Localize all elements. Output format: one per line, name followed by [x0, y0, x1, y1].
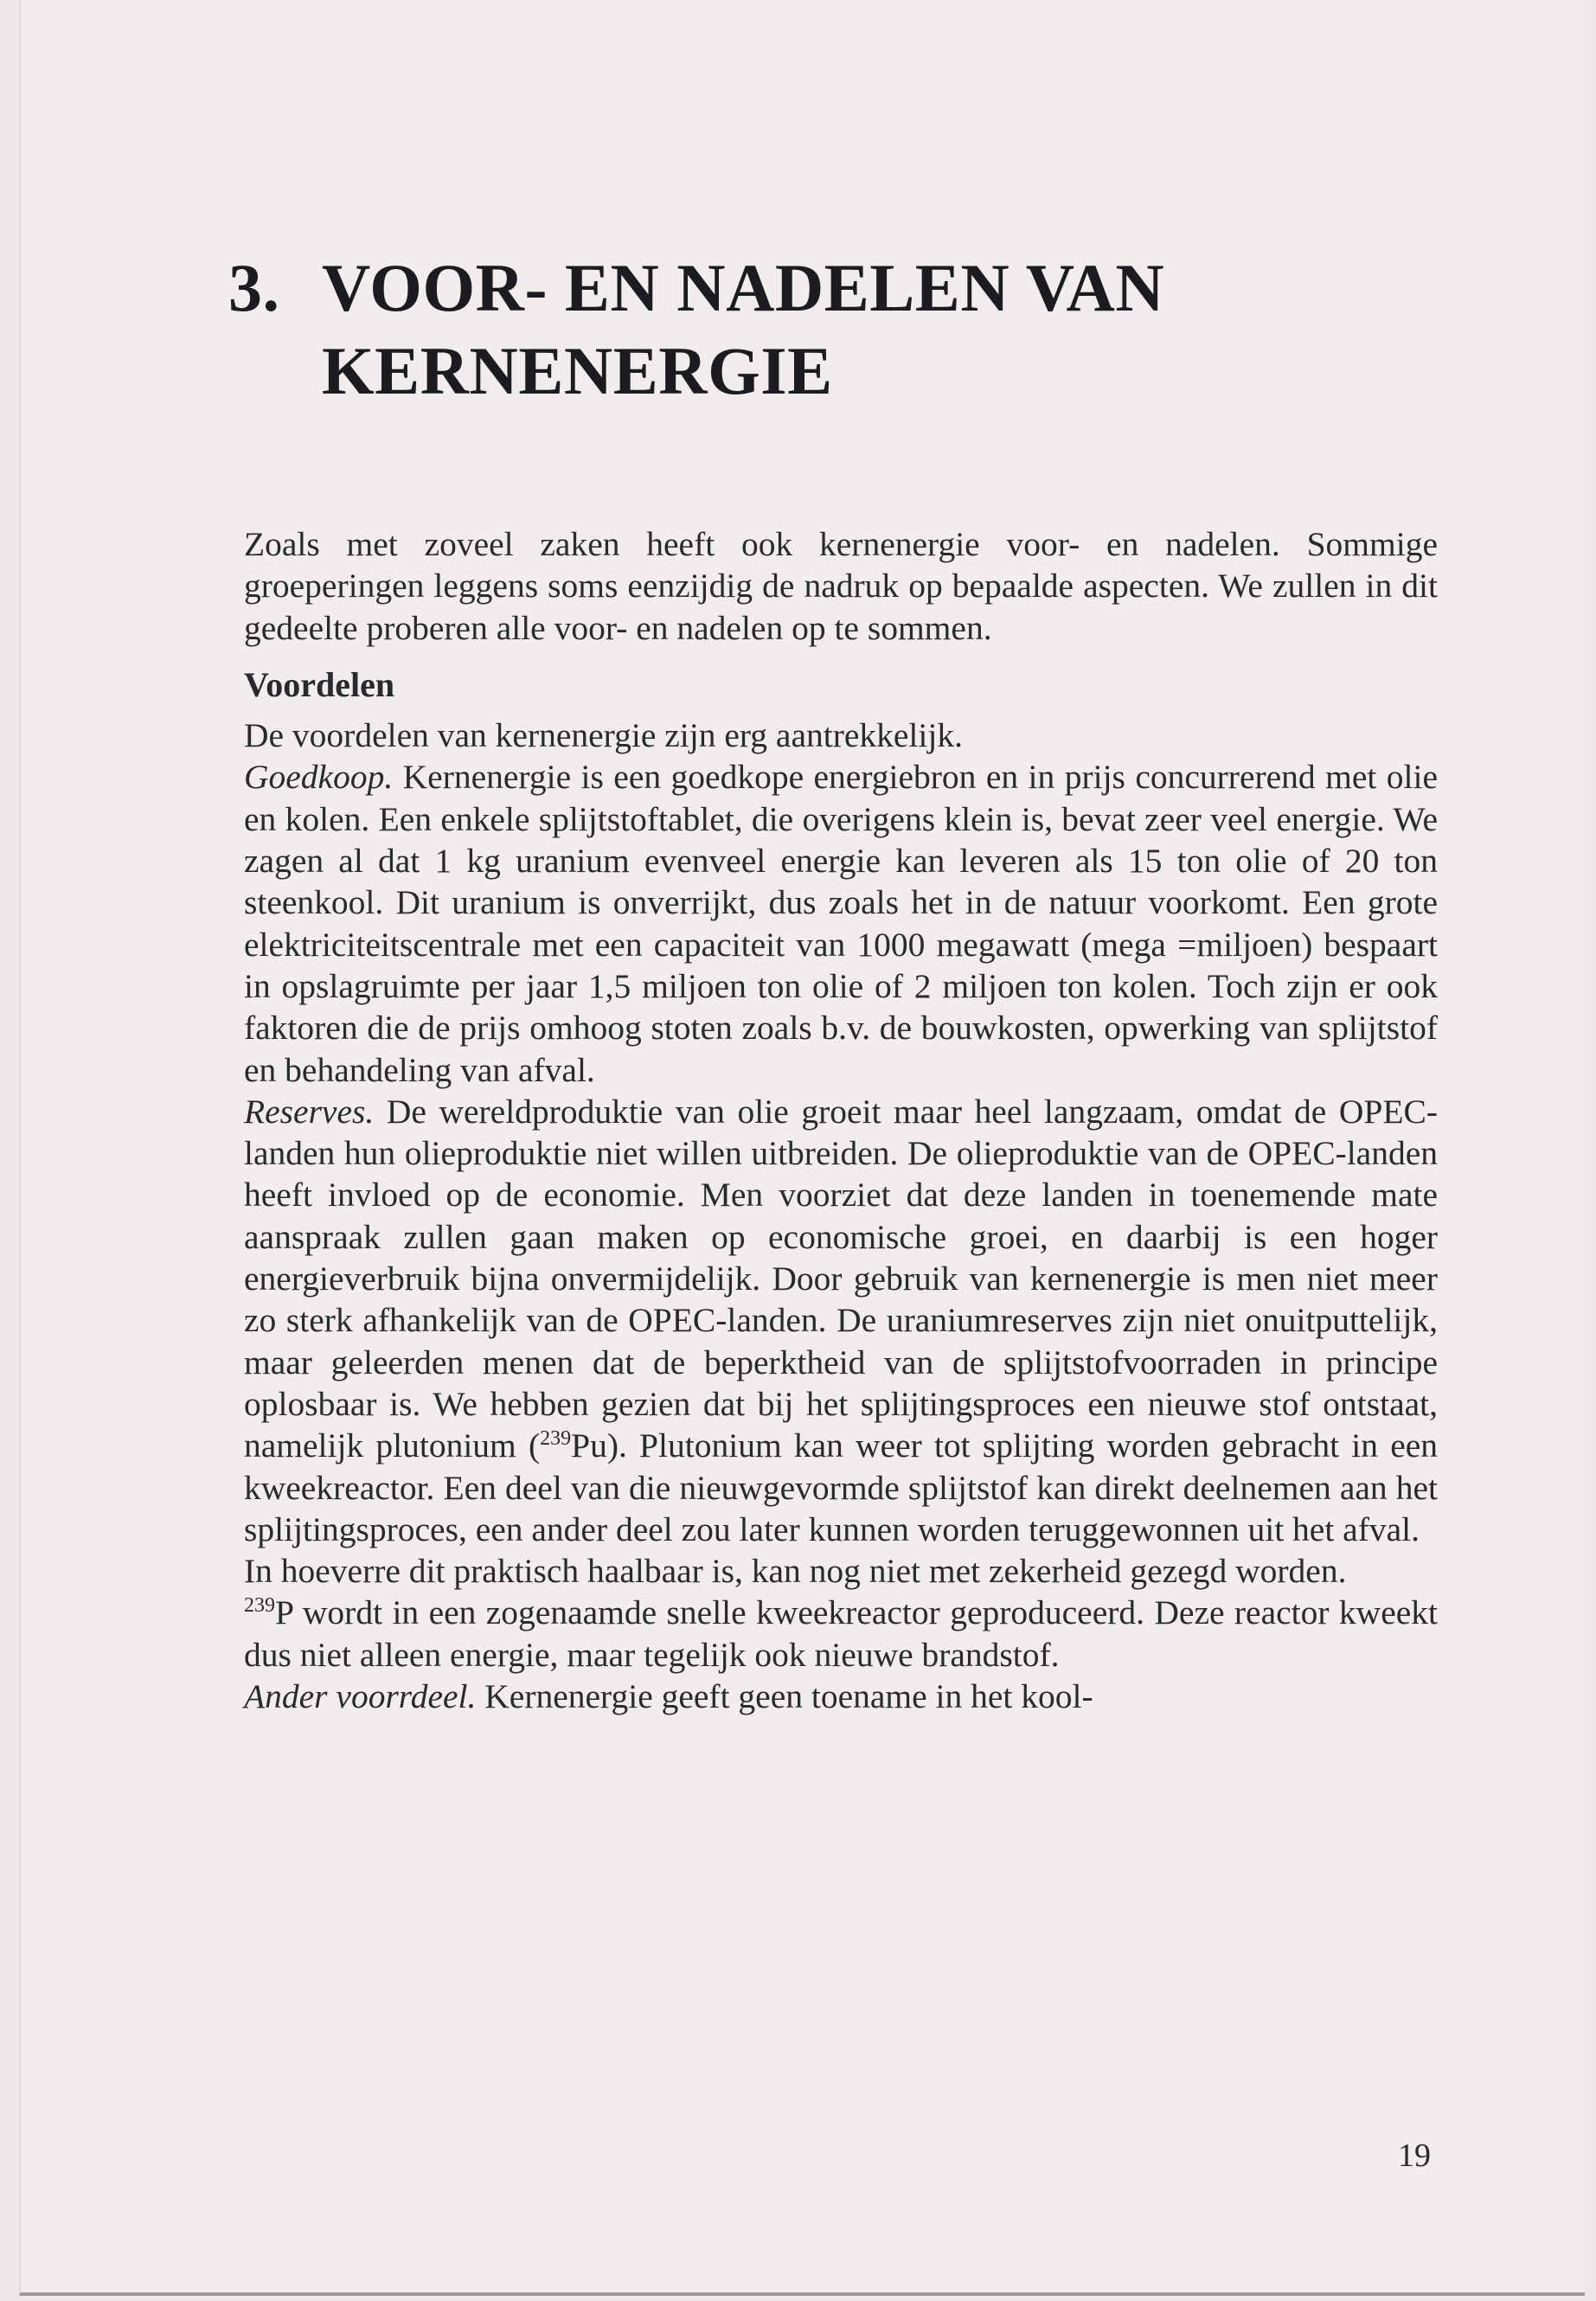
lead-paragraph: De voordelen van kernenergie zijn erg aantrekkelijk.: [244, 716, 963, 755]
section-heading: Voordelen: [244, 664, 395, 704]
isotope-symbol: Pu: [571, 1426, 607, 1465]
reserves-text-before: De wereldproduktie van olie groeit maar heel langzaam, omdat de OPEC-landen hun olieproduktie niet willen uitbreiden. De olieproduktie van de OPEC-landen heeft invloed op de economie. Men voorziet dat deze landen in toenemende mate aanspraak zullen gaan maken op economische groei, en daarbij is een hoger energieverbruik bijna onvermijdelijk. Door gebruik van kernenergie is men niet meer zo sterk afhankelijk van de OPEC-landen. De uraniumreserves zijn niet onuitputtelijk, maar geleerden menen dat de beperktheid van de splijtstofvoorraden in principe oplosbaar is. We hebben gezien dat bij het splijtingsproces een nieuwe stof ontstaat, namelijk plutonium (: [244, 1092, 1438, 1465]
chapter-title: [228, 247, 1439, 413]
reserves-label: Reserves.: [244, 1092, 375, 1131]
ander-label: Ander voorrdeel.: [244, 1677, 477, 1716]
goedkoop-paragraph: [244, 756, 1438, 1090]
page: [19, 0, 1585, 2296]
chapter-number: 3.: [228, 250, 280, 325]
isotope-mass-number: 239: [540, 1427, 572, 1451]
chapter-title-line-1: VOOR- EN NADELEN VAN: [322, 250, 1165, 325]
kweek-symbol: P: [275, 1593, 293, 1632]
reserves-text-after: ). Plutonium kan weer tot splijting worden gebracht in een kweekreactor. Een deel van die nieuwgevormde splijtstof kan direkt deelnemen aan het splijtingsproces, een ander deel zou later kunnen worden teruggewonnen uit het afval.: [244, 1426, 1439, 1548]
intro-paragraph: Zoals met zoveel zaken heeft ook kernenergie voor- en nadelen. Sommige groeperingen leggens soms eenzijdig de nadruk op bepaalde aspecten. We zullen in dit gedeelte proberen alle voor- en nadelen op te sommen.: [244, 525, 1438, 647]
reserves-paragraph: [244, 1091, 1438, 1550]
hoeverre-paragraph: In hoeverre dit praktisch haalbaar is, kan nog niet met zekerheid gezegd worden.: [244, 1552, 1347, 1591]
goedkoop-label: Goedkoop.: [244, 758, 394, 797]
ander-text: Kernenergie geeft geen toename in het kool-: [476, 1677, 1093, 1716]
goedkoop-text: Kernenergie is een goedkope energiebron en in prijs concurrerend met olie en kolen. Een enkele splijtstoftablet, die overigens klein is, bevat zeer veel energie. We zagen al dat 1 kg uranium evenveel energie kan leveren als 15 ton olie of 20 ton steenkool. Dit uranium is onverrijkt, dus zoals het in de natuur voorkomt. Een grote elektriciteitscentrale met een capaciteit van 1000 megawatt (mega =miljoen) bespaart in opslagruimte per jaar 1,5 miljoen ton olie of 2 miljoen ton kolen. Toch zijn er ook faktoren die de prijs omhoog stoten zoals b.v. de bouwkosten, opwerking van splijtstof en behandeling van afval.: [244, 758, 1438, 1089]
kweek-text: wordt in een zogenaamde snelle kweekreactor geproduceerd. Deze reactor kweekt dus niet alleen energie, maar tegelijk ook nieuwe brandstof.: [244, 1593, 1438, 1674]
chapter-title-line-2: KERNENERGIE: [322, 333, 833, 408]
kweek-paragraph: [244, 1592, 1438, 1676]
ander-paragraph: [244, 1676, 1438, 1717]
kweek-mass-number: 239: [244, 1594, 275, 1618]
body-text: [244, 523, 1438, 1717]
page-number: 19: [1398, 2138, 1431, 2174]
